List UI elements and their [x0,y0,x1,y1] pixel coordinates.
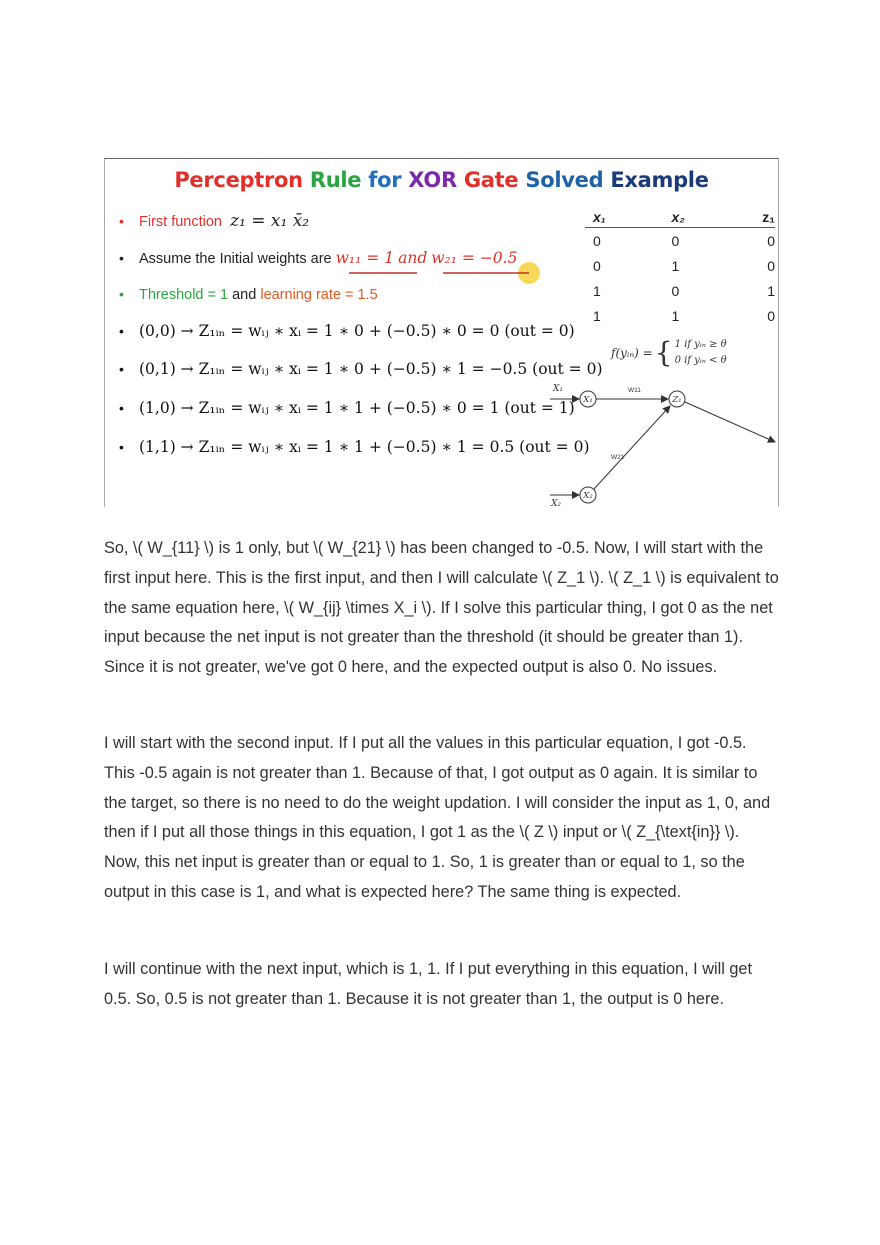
equation-row-4: • (1,1) → Z₁ᵢₙ = wᵢⱼ ∗ xᵢ = 1 ∗ 1 + (−0.5) ∗ 1 = 0.5 (out = 0) [119,438,590,456]
title-word-xor: XOR [408,168,457,192]
equation-row-1: • (0,0) → Z₁ᵢₙ = wᵢⱼ ∗ xᵢ = 1 ∗ 0 + (−0.5) ∗ 0 = 0 (out = 0) [119,322,575,340]
title-word-gate: Gate [463,168,519,192]
x1-label: X₁ [553,384,564,394]
equation-row-2: • (0,1) → Z₁ᵢₙ = wᵢⱼ ∗ xᵢ = 1 ∗ 0 + (−0.5) ∗ 1 = −0.5 (out = 0) [119,360,603,378]
cell: 0 [671,282,680,299]
node-x2-label: X₂ [583,491,593,501]
equation-text-2: (0,1) → Z₁ᵢₙ = wᵢⱼ ∗ xᵢ = 1 ∗ 0 + (−0.5) ∗ 1 = −0.5 (out = 0) [139,360,603,378]
title-word-example: Example [610,168,709,192]
cell: 0 [767,307,776,324]
cell: 1 [671,257,680,274]
activation-lhs: f(yᵢₙ) = [611,346,653,360]
w11-value: w₁₁ = 1 [335,249,395,267]
cell: 1 [593,307,601,324]
title-word-solved: Solved [525,168,604,192]
first-function-label: First function [139,214,222,230]
title-word-rule: Rule [309,168,362,192]
header-z1: z₁ [762,209,776,225]
node-z1-label: Z₁ [672,395,682,405]
title-word-perceptron: Perceptron [174,168,303,192]
w21-edge [594,406,670,489]
output-arrow [685,402,775,442]
paragraph-2: I will start with the second input. If I put all the values in this particular equation, I got -0.5. This -0.5 again is not greater than 1. Because of that, I got output as 0 again. It is similar to the target, so there is no need to do the weight updation. I will consider the input as 1, 0, and then if I put all those things in this equation, I got 1 as the \( Z \) input or \( Z_{\text{in}} \). Now, this net input is greater than or equal to 1. So, 1 is greater than or equal to 1, so the output in this case is 1, and what is expected here? The same thing is expected. [104,734,771,901]
network-diagram [105,159,779,507]
lecture-slide [104,158,779,507]
bullet-initial-weights: • Assume the Initial weights are w₁₁ = 1 and w₂₁ = −0.5 [119,249,518,267]
equation-text-1: (0,0) → Z₁ᵢₙ = wᵢⱼ ∗ xᵢ = 1 ∗ 0 + (−0.5) ∗ 0 = 0 (out = 0) [139,322,575,340]
cell: 0 [767,257,776,274]
activation-case-1: 1 if yᵢₙ ≥ θ [674,339,727,350]
assume-text: Assume the Initial weights are [139,251,332,267]
brace-icon: { [654,336,673,369]
first-function-math: z₁ = x₁ x̄₂ [230,211,310,231]
header-x1: x₁ [593,209,606,225]
cell: 0 [593,257,601,274]
cell: 0 [593,232,601,249]
cell: 0 [767,232,776,249]
equation-row-3: • (1,0) → Z₁ᵢₙ = wᵢⱼ ∗ xᵢ = 1 ∗ 1 + (−0.5) ∗ 0 = 1 (out = 1) [119,399,575,417]
w21-value: w₂₁ = −0.5 [431,249,518,267]
w11-edge-label: W11 [628,387,641,394]
equation-text-3: (1,0) → Z₁ᵢₙ = wᵢⱼ ∗ xᵢ = 1 ∗ 1 + (−0.5) ∗ 0 = 1 (out = 1) [139,399,575,417]
paragraph-3: I will continue with the next input, which is 1, 1. If I put everything in this equation, I will get 0.5. So, 0.5 is not greater than 1. Because it is not greater than 1, the output is 0 here. [104,960,752,1008]
cell: 0 [671,232,680,249]
equation-text-4: (1,1) → Z₁ᵢₙ = wᵢⱼ ∗ xᵢ = 1 ∗ 1 + (−0.5) ∗ 1 = 0.5 (out = 0) [139,438,590,456]
paragraph-1: So, \( W_{11} \) is 1 only, but \( W_{21} \) has been changed to -0.5. Now, I will start with the first input here. This is the first input, and then I will calculate \( Z_1 \). \( Z_1 \) is equivalent to the same equation here, \( W_{ij} \times X_i \). If I solve this particular thing, I got 0 as the net input because the net input is not greater than the threshold (it should be greater than 1). Since it is not greater, we've got 0 here, and the expected output is also 0. No issues. [104,539,779,677]
and-word: and [398,249,428,267]
activation-case-2: 0 if yᵢₙ < θ [674,355,727,366]
cell: 1 [593,282,601,299]
cell: 1 [671,307,680,324]
x2-label: X₂ [551,499,562,508]
learning-rate-label: learning rate = 1.5 [260,287,378,303]
node-x1-label: X₁ [583,395,593,405]
and-label: and [232,287,257,303]
bullet-threshold: • Threshold = 1 and learning rate = 1.5 [119,286,378,303]
w21-edge-label: W21 [611,454,625,461]
title-word-for: for [368,168,402,192]
threshold-label: Threshold = 1 [139,287,229,303]
header-x2: x₂ [671,209,685,225]
bullet-first-function: • First function z₁ = x₁ x̄₂ [119,211,310,231]
cell: 1 [767,282,776,299]
